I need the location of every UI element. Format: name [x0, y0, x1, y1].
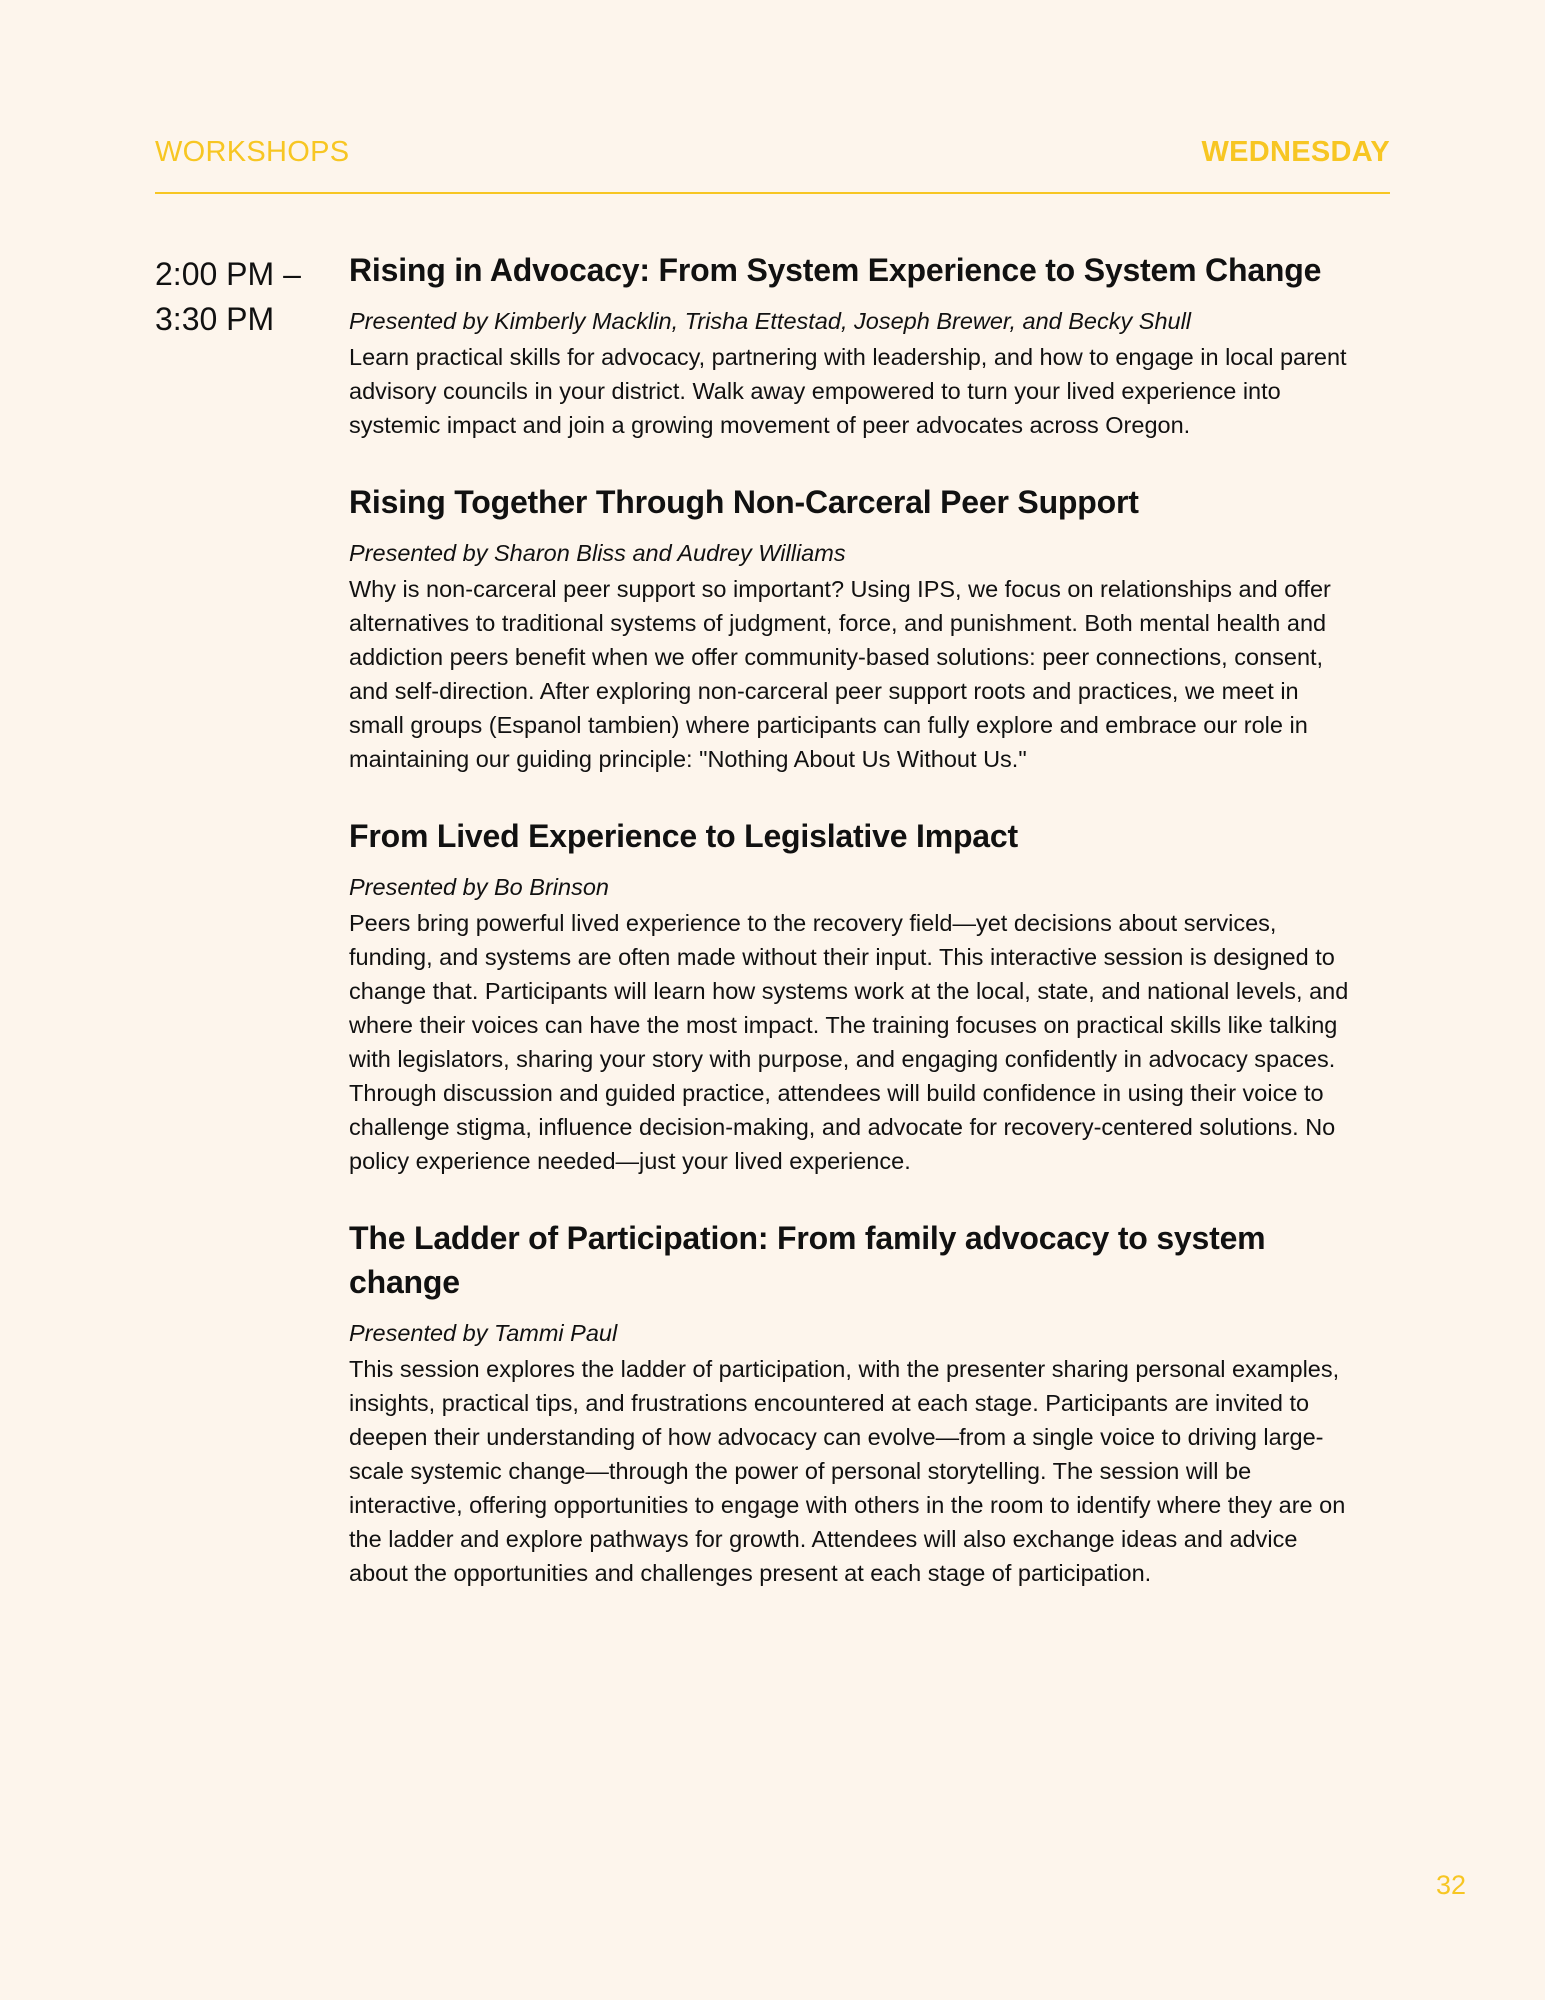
page-number: 32 [1436, 1870, 1467, 1900]
day-label: WEDNESDAY [1201, 136, 1390, 168]
time-slot-start: 2:00 PM – [155, 256, 301, 292]
session-title: From Lived Experience to Legislative Impact [349, 818, 1018, 854]
session-title: Rising in Advocacy: From System Experience to System Change [349, 252, 1322, 288]
session-description: This session explores the ladder of participation, with the presenter sharing personal examples, insights, practical tips, and frustrations encountered at each stage. Participants are invited to deepen their understanding of how advocacy can evolve—from a single voice to driving large-scale systemic change—through the power of personal storytelling. The session will be interactive, offering opportunities to engage with others in the room to identify where they are on the ladder and explore pathways for growth. Attendees will also exchange ideas and advice about the opportunities and challenges present at each stage of participation. [349, 1356, 1346, 1586]
section-label: WORKSHOPS [155, 136, 350, 168]
session-title: Rising Together Through Non-Carceral Peer Support [349, 484, 1139, 520]
session-list [349, 248, 1359, 1628]
session-item [349, 814, 1359, 1178]
session-presenters: Presented by Tammi Paul [349, 1320, 618, 1346]
time-slot-end: 3:30 PM [155, 301, 275, 337]
session-description: Peers bring powerful lived experience to the recovery field—yet decisions about services, funding, and systems are often made without their input. This interactive session is designed to change that. Participants will learn how systems work at the local, state, and national levels, and where their voices can have the most impact. The training focuses on practical skills like talking with legislators, sharing your story with purpose, and engaging confidently in advocacy spaces. Through discussion and guided practice, attendees will build confidence in using their voice to challenge stigma, influence decision-making, and advocate for recovery-centered solutions. No policy experience needed—just your lived experience. [349, 910, 1349, 1174]
session-description: Learn practical skills for advocacy, partnering with leadership, and how to engage in local parent advisory councils in your district. Walk away empowered to turn your lived experience into systemic impact and join a growing movement of peer advocates across Oregon. [349, 344, 1347, 438]
session-description: Why is non-carceral peer support so important? Using IPS, we focus on relationships and offer alternatives to traditional systems of judgment, force, and punishment. Both mental health and addiction peers benefit when we offer community-based solutions: peer connections, consent, and self-direction. After exploring non-carceral peer support roots and practices, we meet in small groups (Espanol tambien) where participants can fully explore and embrace our role in maintaining our guiding principle: "Nothing About Us Without Us." [349, 576, 1331, 772]
session-item [349, 248, 1359, 442]
session-presenters: Presented by Kimberly Macklin, Trisha Ettestad, Joseph Brewer, and Becky Shull [349, 308, 1192, 334]
time-slot [155, 252, 335, 342]
session-item [349, 480, 1359, 776]
session-presenters: Presented by Sharon Bliss and Audrey Williams [349, 540, 846, 566]
session-item [349, 1216, 1359, 1590]
session-title: The Ladder of Participation: From family advocacy to system change [349, 1220, 1266, 1300]
session-presenters: Presented by Bo Brinson [349, 874, 609, 900]
page-header [155, 134, 1390, 194]
